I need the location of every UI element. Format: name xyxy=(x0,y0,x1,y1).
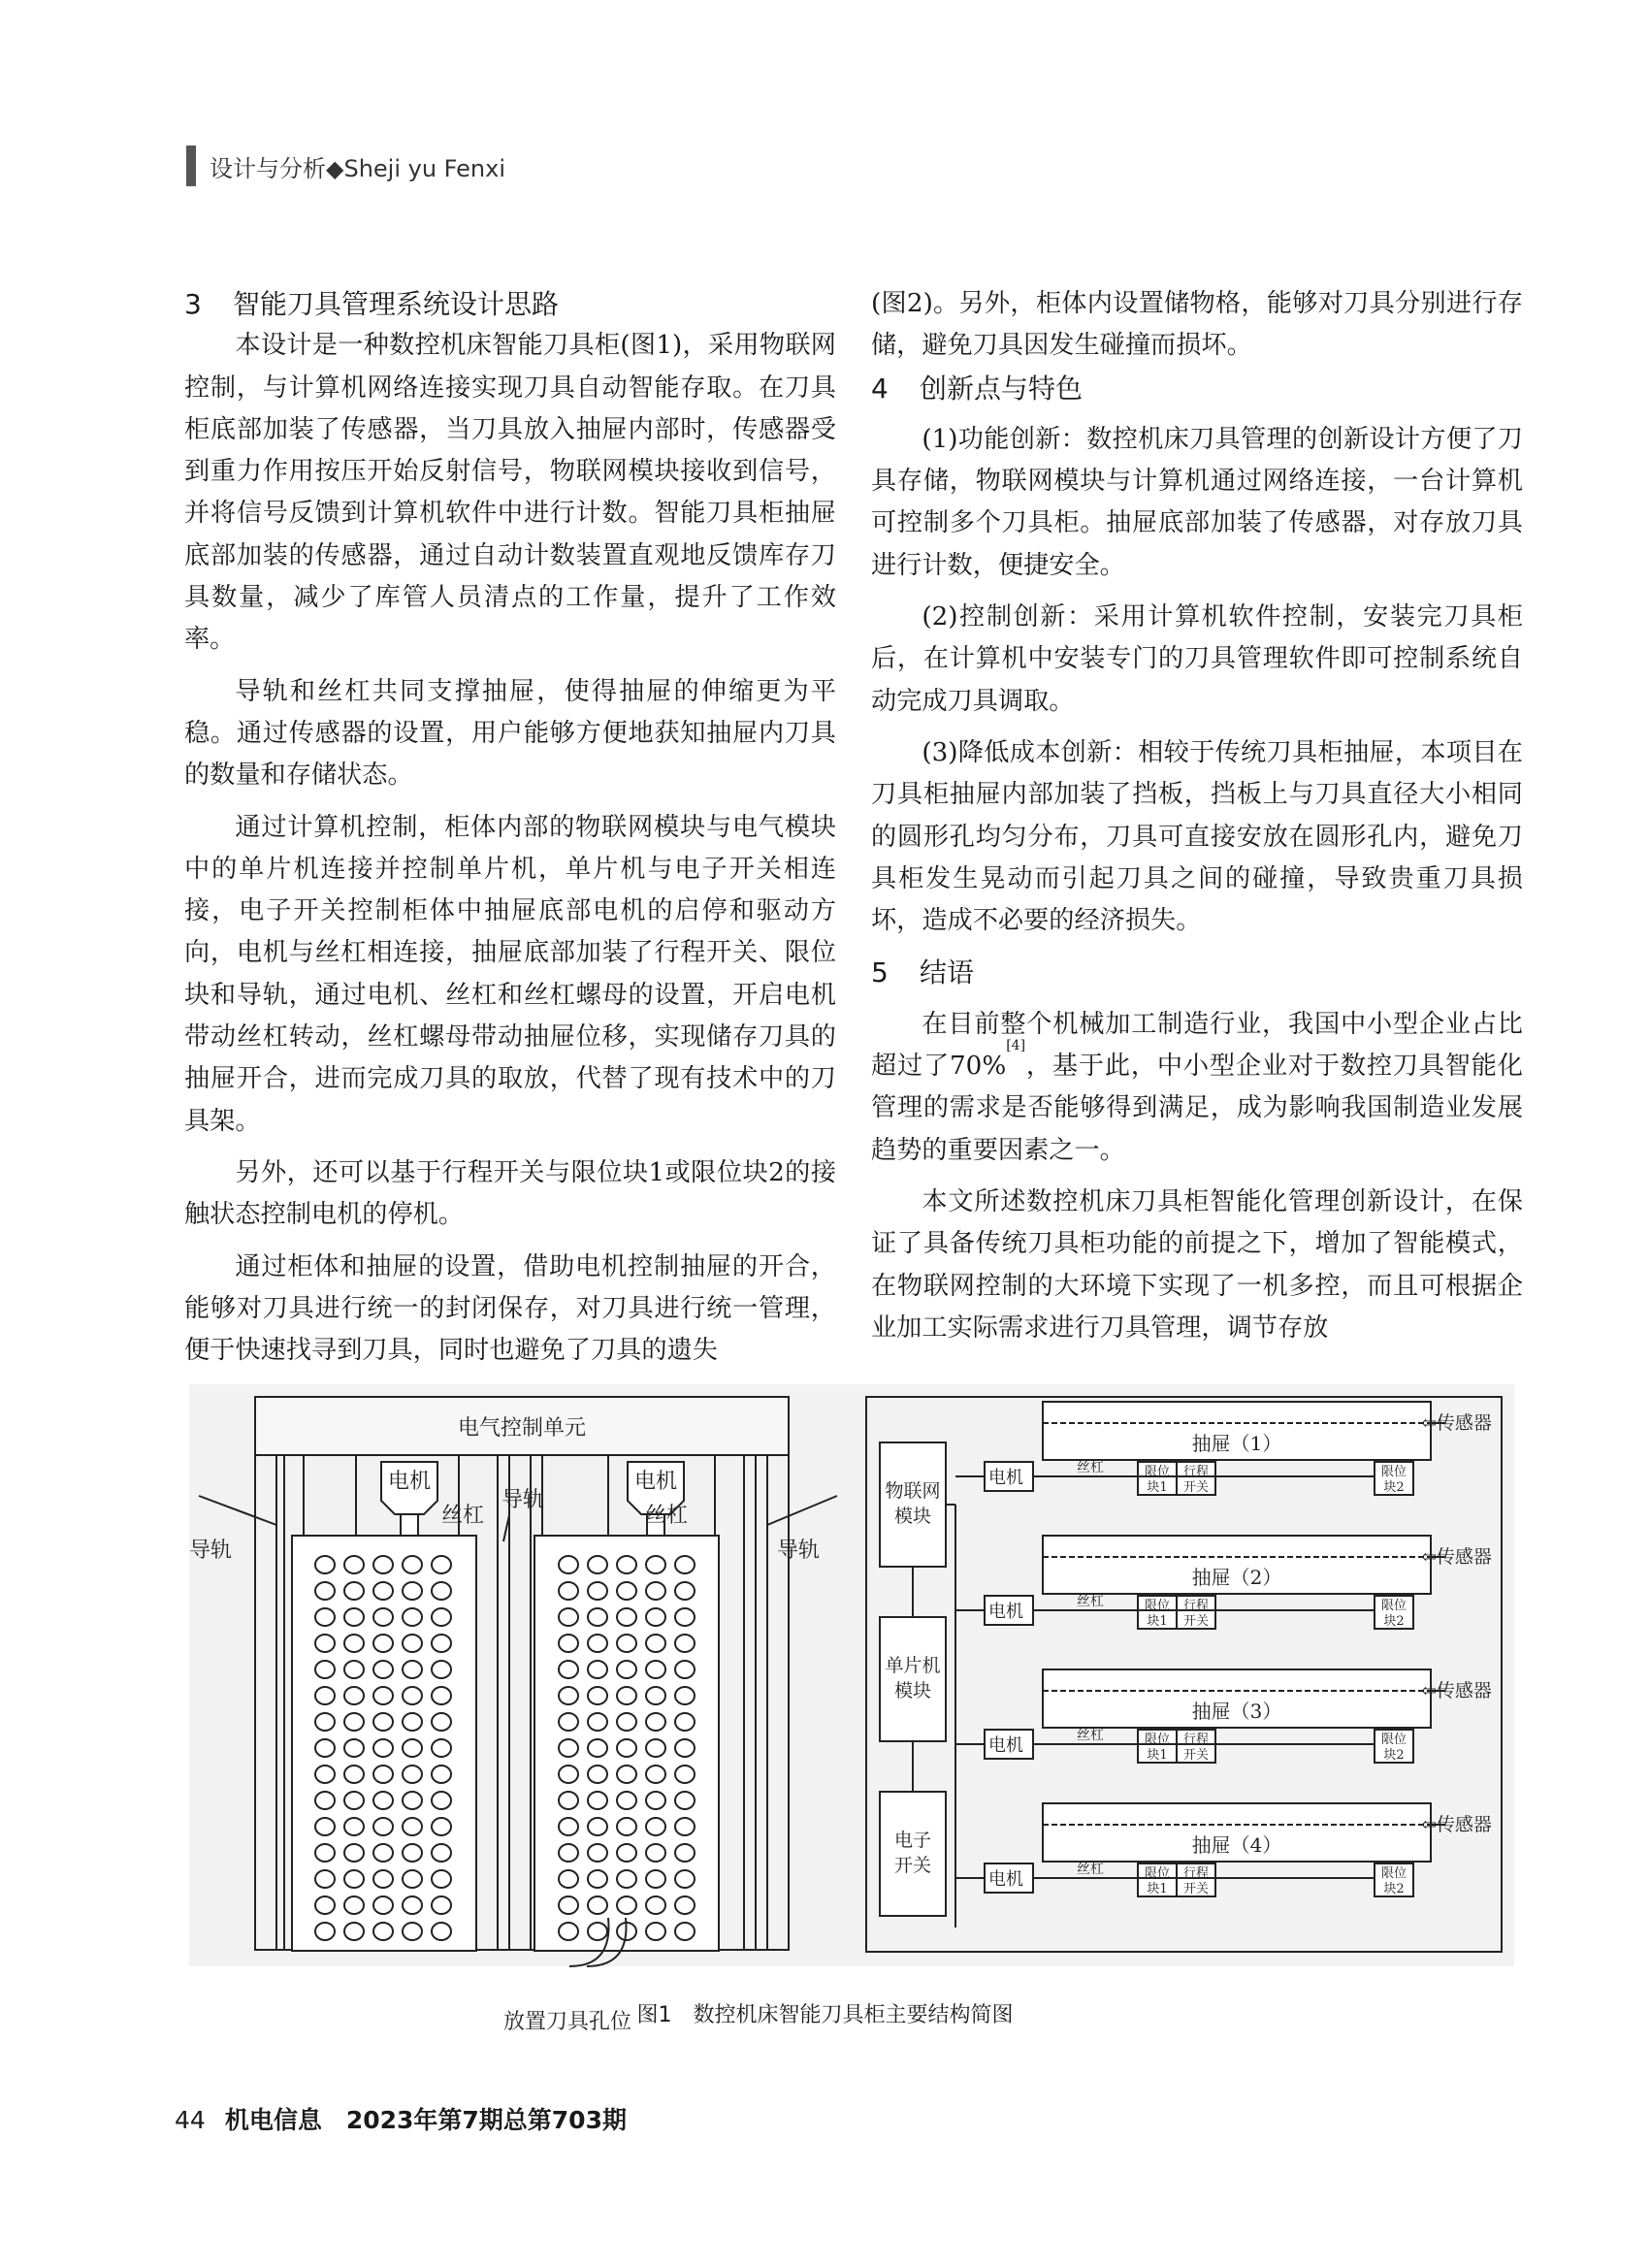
limit-block-2-label: 限位 xyxy=(1380,1733,1407,1747)
paragraph: (2)控制创新：采用计算机软件控制，安装完刀具柜后，在计算机中安装专门的刀具管理软件即可控制系统自动完成刀具调取。 xyxy=(871,602,1523,716)
screw-label: 丝杠 xyxy=(1077,1862,1104,1877)
tool-hole xyxy=(403,1923,422,1940)
tool-hole xyxy=(432,1896,451,1914)
section-4-heading xyxy=(871,368,1523,409)
tool-hole xyxy=(315,1608,335,1626)
tool-hole xyxy=(403,1661,422,1678)
tool-hole xyxy=(588,1582,607,1600)
limit-block-1-label: 限位 xyxy=(1144,1599,1171,1613)
tool-hole xyxy=(315,1792,335,1809)
tool-hole xyxy=(646,1896,665,1914)
label-hole-position: 放置刀具孔位 xyxy=(502,2010,632,2034)
tool-hole xyxy=(675,1923,695,1940)
tool-hole xyxy=(617,1739,636,1757)
tool-hole xyxy=(617,1582,636,1600)
right-column xyxy=(871,283,1523,1349)
tool-hole xyxy=(646,1713,665,1731)
mcu-module-box xyxy=(880,1617,946,1741)
tool-hole xyxy=(617,1818,636,1835)
section-5-number: 5 xyxy=(871,956,889,989)
tool-hole xyxy=(344,1608,364,1626)
tool-hole xyxy=(559,1582,578,1600)
switch-box xyxy=(880,1792,946,1916)
tool-hole xyxy=(588,1608,607,1626)
sensor-label: ⇦传感器 xyxy=(1421,1546,1492,1568)
paragraph: 通过计算机控制，柜体内部的物联网模块与电气模块中的单片机连接并控制单片机，单片机与电子开关相连接，电子开关控制柜体中抽屉底部电机的启停和驱动方向，电机与丝杠相连接，抽屉底部加装了行程开关、限位块和导轨，通过电机、丝杠和丝杠螺母的设置，开启电机带动丝杠转动，丝杠螺母带动抽屉位移，实现储存刀具的抽屉开合，进而完成刀具的取放，代替了现有技术中的刀具架。 xyxy=(184,812,836,1136)
tool-hole xyxy=(588,1556,607,1573)
travel-switch-label: 开关 xyxy=(1182,1748,1210,1763)
tool-hole xyxy=(675,1582,695,1600)
travel-switch-label: 行程 xyxy=(1182,1866,1210,1881)
label-motor: 电机 xyxy=(633,1470,678,1494)
journal-info: 机电信息 2023年第7期总第703期 xyxy=(224,2106,627,2134)
tool-hole xyxy=(588,1844,607,1862)
limit-block-2-label: 限位 xyxy=(1380,1866,1407,1881)
tool-hole xyxy=(559,1896,578,1914)
tool-hole xyxy=(588,1713,607,1731)
limit-block-2-label: 限位 xyxy=(1380,1465,1407,1479)
tool-hole xyxy=(675,1608,695,1626)
tool-hole xyxy=(588,1870,607,1888)
tool-hole xyxy=(646,1635,665,1652)
label-rail-left: 导轨 xyxy=(189,1539,233,1563)
paragraph: (3)降低成本创新：相较于传统刀具柜抽屉，本项目在刀具柜抽屉内部加装了挡板，挡板上与刀具直径大小相同的圆形孔均匀分布，刀具可直接安放在圆形孔内，避免刀具柜发生晃动而引起刀具之间的碰撞，导致贵重刀具损坏，造成不必要的经济损失。 xyxy=(871,737,1523,936)
tool-hole xyxy=(403,1792,422,1809)
screw-label: 丝杠 xyxy=(1077,1460,1104,1475)
module-label: 开关 xyxy=(893,1855,932,1876)
tool-hole xyxy=(646,1870,665,1888)
tool-hole xyxy=(344,1792,364,1809)
travel-switch-label: 行程 xyxy=(1182,1465,1210,1479)
label-screw: 丝杠 xyxy=(644,1504,689,1528)
tool-hole xyxy=(315,1818,335,1835)
tool-hole xyxy=(403,1844,422,1862)
tool-hole xyxy=(344,1739,364,1757)
tool-hole xyxy=(675,1661,695,1678)
tool-hole xyxy=(373,1608,393,1626)
paragraph: (图2)。另外，柜体内设置储物格，能够对刀具分别进行存储，避免刀具因发生碰撞而损坏。 xyxy=(871,289,1523,361)
tool-hole xyxy=(315,1582,335,1600)
section-4-title: 创新点与特色 xyxy=(920,372,1084,405)
tool-hole xyxy=(315,1923,335,1940)
sensor-label: ⇦传感器 xyxy=(1421,1680,1492,1701)
tool-hole xyxy=(432,1582,451,1600)
limit-block-1-label: 限位 xyxy=(1144,1465,1171,1479)
limit-block-1-label: 块1 xyxy=(1147,1882,1168,1896)
page-number: 44 xyxy=(175,2106,206,2134)
travel-switch-label: 开关 xyxy=(1182,1480,1210,1495)
tool-hole xyxy=(559,1635,578,1652)
paragraph xyxy=(871,1004,1523,1172)
tool-hole xyxy=(646,1818,665,1835)
tool-hole xyxy=(588,1661,607,1678)
paragraph: 另外，还可以基于行程开关与限位块1或限位块2的接触状态控制电机的停机。 xyxy=(184,1157,836,1230)
tool-hole xyxy=(646,1923,665,1940)
drawer-label: 抽屉（4） xyxy=(1191,1833,1282,1857)
tool-hole xyxy=(373,1556,393,1573)
drawer-rows xyxy=(885,1402,1491,1896)
tool-hole xyxy=(559,1818,578,1835)
limit-block-1-label: 限位 xyxy=(1144,1733,1171,1747)
tool-hole xyxy=(373,1713,393,1731)
tool-hole xyxy=(373,1896,393,1914)
motor-label: 电机 xyxy=(988,1869,1023,1890)
tool-hole xyxy=(617,1792,636,1809)
tool-hole xyxy=(373,1661,393,1678)
tool-hole xyxy=(675,1635,695,1652)
tool-hole xyxy=(559,1556,578,1573)
tool-hole xyxy=(675,1687,695,1704)
tool-hole xyxy=(403,1687,422,1704)
tool-hole xyxy=(403,1713,422,1731)
tool-hole xyxy=(373,1739,393,1757)
tool-hole xyxy=(373,1923,393,1940)
tool-hole xyxy=(432,1766,451,1783)
module-label: 物联网 xyxy=(885,1480,941,1502)
tool-hole xyxy=(646,1661,665,1678)
tool-hole xyxy=(617,1896,636,1914)
tool-hole xyxy=(588,1818,607,1835)
section-5-title: 结语 xyxy=(920,956,975,989)
travel-switch-label: 开关 xyxy=(1182,1614,1210,1629)
limit-block-2-label: 块2 xyxy=(1383,1614,1405,1629)
screw-label: 丝杠 xyxy=(1077,1594,1104,1609)
tool-hole xyxy=(559,1923,578,1940)
tool-hole xyxy=(373,1818,393,1835)
section-3-number: 3 xyxy=(184,288,202,320)
module-label: 模块 xyxy=(893,1506,932,1527)
tool-hole xyxy=(675,1844,695,1862)
tool-hole xyxy=(344,1870,364,1888)
tool-hole xyxy=(617,1556,636,1573)
tool-hole xyxy=(373,1844,393,1862)
travel-switch-label: 行程 xyxy=(1182,1599,1210,1613)
tool-hole xyxy=(675,1556,695,1573)
tool-hole xyxy=(675,1713,695,1731)
tool-hole xyxy=(432,1792,451,1809)
tool-hole xyxy=(373,1582,393,1600)
tool-hole xyxy=(675,1792,695,1809)
tool-hole xyxy=(588,1739,607,1757)
label-rail-right: 导轨 xyxy=(777,1539,821,1563)
label-control-unit: 电气控制单元 xyxy=(457,1416,587,1441)
tool-hole xyxy=(344,1687,364,1704)
tool-hole xyxy=(646,1844,665,1862)
tool-hole xyxy=(315,1870,335,1888)
tool-hole xyxy=(559,1870,578,1888)
limit-block-2-label: 块2 xyxy=(1383,1480,1405,1495)
limit-block-1-label: 块1 xyxy=(1147,1480,1168,1495)
tool-hole xyxy=(432,1608,451,1626)
limit-block-2-label: 块2 xyxy=(1383,1748,1405,1763)
tool-hole xyxy=(403,1739,422,1757)
tool-hole xyxy=(646,1792,665,1809)
tool-hole xyxy=(432,1687,451,1704)
tool-hole xyxy=(315,1896,335,1914)
header-text: 设计与分析◆Sheji yu Fenxi xyxy=(210,154,506,182)
tool-hole xyxy=(588,1896,607,1914)
left-column xyxy=(184,283,836,1372)
figure-caption: 图1 数控机床智能刀具柜主要结构简图 xyxy=(636,2003,1014,2027)
drawer-label: 抽屉（2） xyxy=(1191,1566,1282,1589)
tool-hole xyxy=(617,1687,636,1704)
paragraph: 通过柜体和抽屉的设置，借助电机控制抽屉的开合，能够对刀具进行统一的封闭保存，对刀具进行统一管理，便于快速找寻到刀具，同时也避免了刀具的遗失 xyxy=(184,1251,836,1366)
drawer-label: 抽屉（1） xyxy=(1191,1432,1282,1455)
tool-hole xyxy=(617,1661,636,1678)
limit-block-1-label: 块1 xyxy=(1147,1614,1168,1629)
tool-hole xyxy=(617,1766,636,1783)
limit-block-2-label: 限位 xyxy=(1380,1599,1407,1613)
module-label: 电子 xyxy=(893,1830,932,1851)
paragraph: 本文所述数控机床刀具柜智能化管理创新设计，在保证了具备传统刀具柜功能的前提之下，增加了智能模式，在物联网控制的大环境下实现了一机多控，而且可根据企业加工实际需求进行刀具管理，调节存放 xyxy=(871,1186,1523,1343)
tool-hole xyxy=(646,1687,665,1704)
sensor-label: ⇦传感器 xyxy=(1421,1814,1492,1835)
citation-ref: [4] xyxy=(1006,1038,1026,1054)
tool-hole xyxy=(344,1582,364,1600)
motor-label: 电机 xyxy=(988,1468,1023,1488)
travel-switch-label: 开关 xyxy=(1182,1882,1210,1896)
tool-hole xyxy=(373,1792,393,1809)
motor-label: 电机 xyxy=(988,1735,1023,1756)
module-label: 模块 xyxy=(893,1680,932,1701)
tool-hole xyxy=(675,1896,695,1914)
tool-hole xyxy=(432,1635,451,1652)
tool-hole xyxy=(432,1739,451,1757)
tool-hole xyxy=(315,1687,335,1704)
tool-hole xyxy=(559,1792,578,1809)
header-bar xyxy=(186,146,196,186)
section-3-heading xyxy=(184,283,836,325)
screw-label: 丝杠 xyxy=(1077,1728,1104,1743)
tool-hole xyxy=(315,1661,335,1678)
tool-hole xyxy=(617,1844,636,1862)
tool-hole xyxy=(588,1766,607,1783)
tool-hole xyxy=(559,1687,578,1704)
tool-hole xyxy=(588,1635,607,1652)
tool-hole xyxy=(559,1713,578,1731)
tool-hole xyxy=(344,1635,364,1652)
travel-switch-label: 行程 xyxy=(1182,1733,1210,1747)
tool-hole xyxy=(315,1713,335,1731)
tool-hole xyxy=(403,1582,422,1600)
tool-hole xyxy=(403,1870,422,1888)
tool-hole xyxy=(432,1818,451,1835)
tool-hole xyxy=(617,1870,636,1888)
tool-hole xyxy=(559,1844,578,1862)
tool-hole xyxy=(315,1739,335,1757)
tool-hole xyxy=(646,1582,665,1600)
tool-hole xyxy=(344,1923,364,1940)
tool-hole xyxy=(588,1923,607,1940)
running-header xyxy=(186,146,505,186)
limit-block-1-label: 块1 xyxy=(1147,1748,1168,1763)
section-3-title: 智能刀具管理系统设计思路 xyxy=(233,288,560,320)
tool-hole xyxy=(344,1556,364,1573)
tool-hole xyxy=(344,1844,364,1862)
tool-hole xyxy=(646,1739,665,1757)
paragraph: (1)功能创新：数控机床刀具管理的创新设计方便了刀具存储，物联网模块与计算机通过网络连接，一台计算机可控制多个刀具柜。抽屉底部加装了传感器，对存放刀具进行计数，便捷安全。 xyxy=(871,424,1523,580)
tool-hole xyxy=(675,1818,695,1835)
tool-hole xyxy=(344,1713,364,1731)
tool-hole xyxy=(315,1635,335,1652)
text-run: ，基于此，中小型企业对于数控刀具智能化管理的需求是否能够得到满足，成为影响我国制造业发展趋势的重要因素之一。 xyxy=(871,1052,1523,1165)
tool-hole xyxy=(588,1687,607,1704)
label-motor: 电机 xyxy=(387,1470,432,1494)
module-label: 单片机 xyxy=(885,1655,941,1676)
label-screw: 丝杠 xyxy=(440,1504,485,1528)
tool-hole xyxy=(432,1556,451,1573)
tool-hole xyxy=(373,1635,393,1652)
paragraph: 导轨和丝杠共同支撑抽屉，使得抽屉的伸缩更为平稳。通过传感器的设置，用户能够方便地获知抽屉内刀具的数量和存储状态。 xyxy=(184,676,836,791)
text-run: 在目前整个机械加工制造行业，我国中小型企业占比超过了70% xyxy=(871,1009,1523,1082)
tool-hole xyxy=(617,1713,636,1731)
tool-hole xyxy=(617,1635,636,1652)
tool-hole xyxy=(373,1870,393,1888)
tool-hole xyxy=(559,1766,578,1783)
tool-hole xyxy=(403,1608,422,1626)
tool-hole xyxy=(559,1608,578,1626)
limit-block-1-label: 限位 xyxy=(1144,1866,1171,1881)
tool-hole xyxy=(675,1739,695,1757)
tool-hole xyxy=(315,1844,335,1862)
drawer-label: 抽屉（3） xyxy=(1191,1700,1282,1723)
limit-block-2-label: 块2 xyxy=(1383,1882,1405,1896)
tool-hole xyxy=(403,1556,422,1573)
tool-hole xyxy=(559,1739,578,1757)
label-rail-middle: 导轨 xyxy=(501,1488,545,1512)
tool-hole xyxy=(646,1608,665,1626)
tool-hole xyxy=(344,1661,364,1678)
tool-hole xyxy=(617,1608,636,1626)
motor-label: 电机 xyxy=(988,1602,1023,1622)
cabinet-diagram xyxy=(199,1397,837,1951)
section-4-number: 4 xyxy=(871,372,889,405)
tool-hole xyxy=(403,1635,422,1652)
tool-hole xyxy=(675,1870,695,1888)
tool-hole xyxy=(432,1713,451,1731)
tool-hole xyxy=(403,1766,422,1783)
page-footer xyxy=(175,2101,627,2136)
paragraph: 本设计是一种数控机床智能刀具柜(图1)，采用物联网控制，与计算机网络连接实现刀具自动智能存取。在刀具柜底部加装了传感器，当刀具放入抽屉内部时，传感器受到重力作用按压开始反射信号，物联网模块接收到信号，并将信号反馈到计算机软件中进行计数。智能刀具柜抽屉底部加装的传感器，通过自动计数装置直观地反馈库存刀具数量，减少了库管人员清点的工作量，提升了工作效率。 xyxy=(184,331,836,655)
tool-hole xyxy=(315,1556,335,1573)
tool-hole xyxy=(646,1556,665,1573)
tool-hole xyxy=(373,1766,393,1783)
tool-hole xyxy=(675,1766,695,1783)
tool-hole xyxy=(559,1661,578,1678)
tool-hole xyxy=(432,1923,451,1940)
section-5-heading xyxy=(871,952,1523,993)
iot-module-box xyxy=(880,1442,946,1567)
tool-hole xyxy=(432,1661,451,1678)
tool-hole xyxy=(646,1766,665,1783)
tool-hole xyxy=(432,1844,451,1862)
tool-hole xyxy=(344,1818,364,1835)
tool-hole xyxy=(403,1896,422,1914)
tool-hole xyxy=(344,1896,364,1914)
tool-hole xyxy=(315,1766,335,1783)
tool-hole xyxy=(432,1870,451,1888)
tool-hole xyxy=(373,1687,393,1704)
tool-hole xyxy=(403,1818,422,1835)
tool-hole xyxy=(344,1766,364,1783)
tool-hole xyxy=(588,1792,607,1809)
sensor-label: ⇦传感器 xyxy=(1421,1412,1492,1434)
